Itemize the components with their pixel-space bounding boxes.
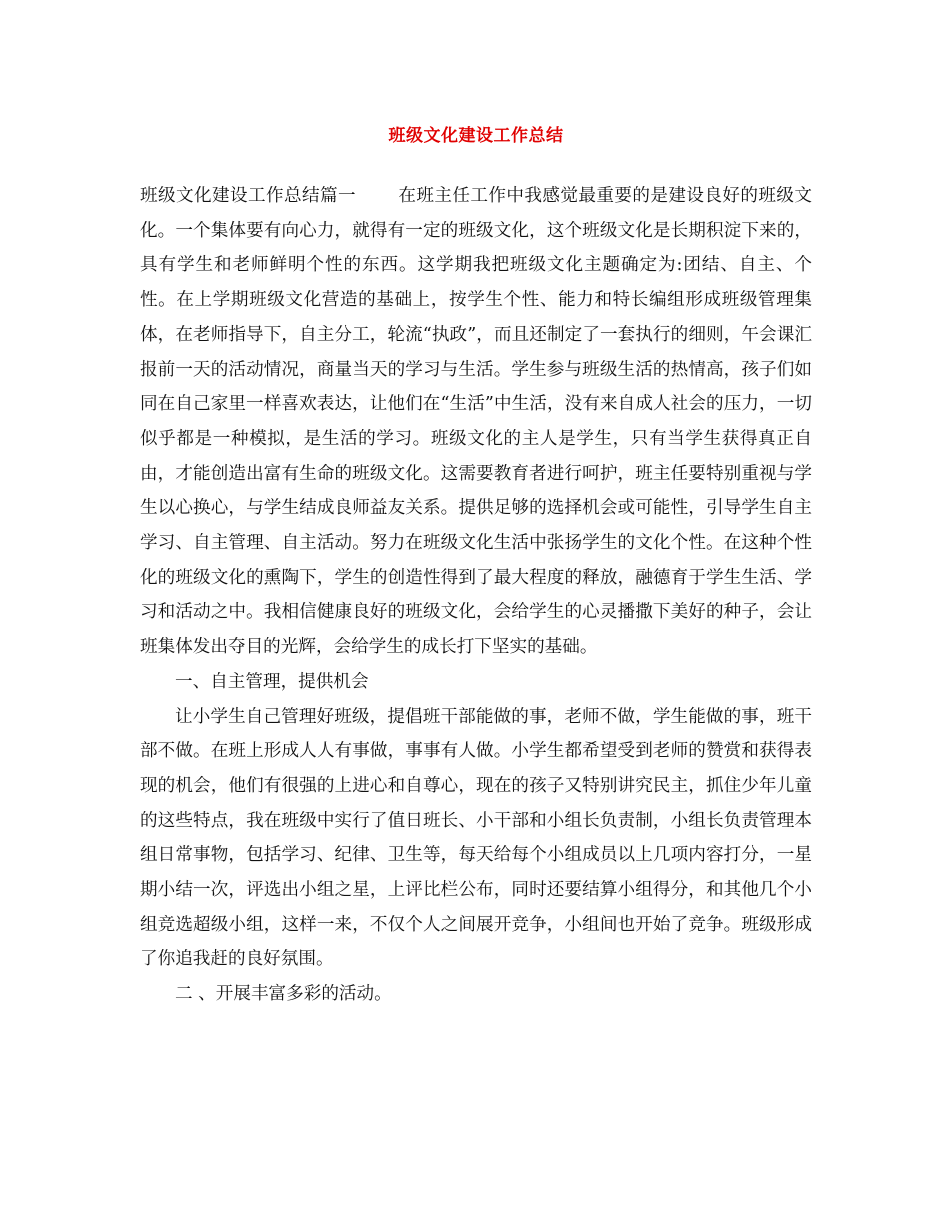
section1-heading: 一、自主管理，提供机会 bbox=[175, 671, 369, 692]
document-title: 班级文化建设工作总结 bbox=[388, 126, 564, 146]
document-body bbox=[140, 179, 812, 1012]
intro-heading: 班级文化建设工作总结篇一 bbox=[140, 186, 356, 206]
intro-body: 在班主任工作中我感觉最重要的是建设良好的班级文化。一个集体要有向心力，就得有一定的班级文化，这个班级文化是长期积淀下来的，具有学生和老师鲜明个性的东西。这学期我把班级文化主题确定为:团结、自主、个性。在上学期班级文化营造的基础上，按学生个性、能力和特长编组形成班级管理集体，在老师指导下，自主分工，轮流“执政”，而且还制定了一套执行的细则，午会课汇报前一天的活动情况，商量当天的学习与生活。学生参与班级生活的热情高，孩子们如同在自己家里一样喜欢表达，让他们在“生活”中生活，没有来自成人社会的压力，一切似乎都是一种模拟，是生活的学习。班级文化的主人是学生，只有当学生获得真正自由，才能创造出富有生命的班级文化。这需要教育者进行呵护，班主任要特别重视与学生以心换心，与学生结成良师益友关系。提供足够的选择机会或可能性，引导学生自主学习、自主管理、自主活动。努力在班级文化生活中张扬学生的文化个性。在这种个性化的班级文化的熏陶下，学生的创造性得到了最大程度的释放，融德育于学生生活、学习和活动之中。我相信健康良好的班级文化，会给学生的心灵播撒下美好的种子，会让班集体发出夺目的光辉，会给学生的成长打下坚实的基础。 bbox=[140, 186, 812, 658]
document-page bbox=[140, 0, 812, 1012]
section2-heading: 二 、开展丰富多彩的活动。 bbox=[175, 984, 392, 1005]
intro-paragraph bbox=[140, 179, 812, 665]
section1-paragraph: 让小学生自己管理好班级，提倡班干部能做的事，老师不做，学生能做的事，班干部不做。在班上形成人人有事做，事事有人做。小学生都希望受到老师的赞赏和获得表现的机会，他们有很强的上进心和自尊心，现在的孩子又特别讲究民主，抓住少年儿童的这些特点，我在班级中实行了值日班长、小干部和小组长负责制，小组长负责管理本组日常事物，包括学习、纪律、卫生等，每天给每个小组成员以上几项内容打分，一星期小结一次，评选出小组之星，上评比栏公布，同时还要结算小组得分，和其他几个小组竞选超级小组，这样一来，不仅个人之间展开竞争，小组间也开始了竞争。班级形成了你追我赶的良好氛围。 bbox=[140, 706, 812, 970]
